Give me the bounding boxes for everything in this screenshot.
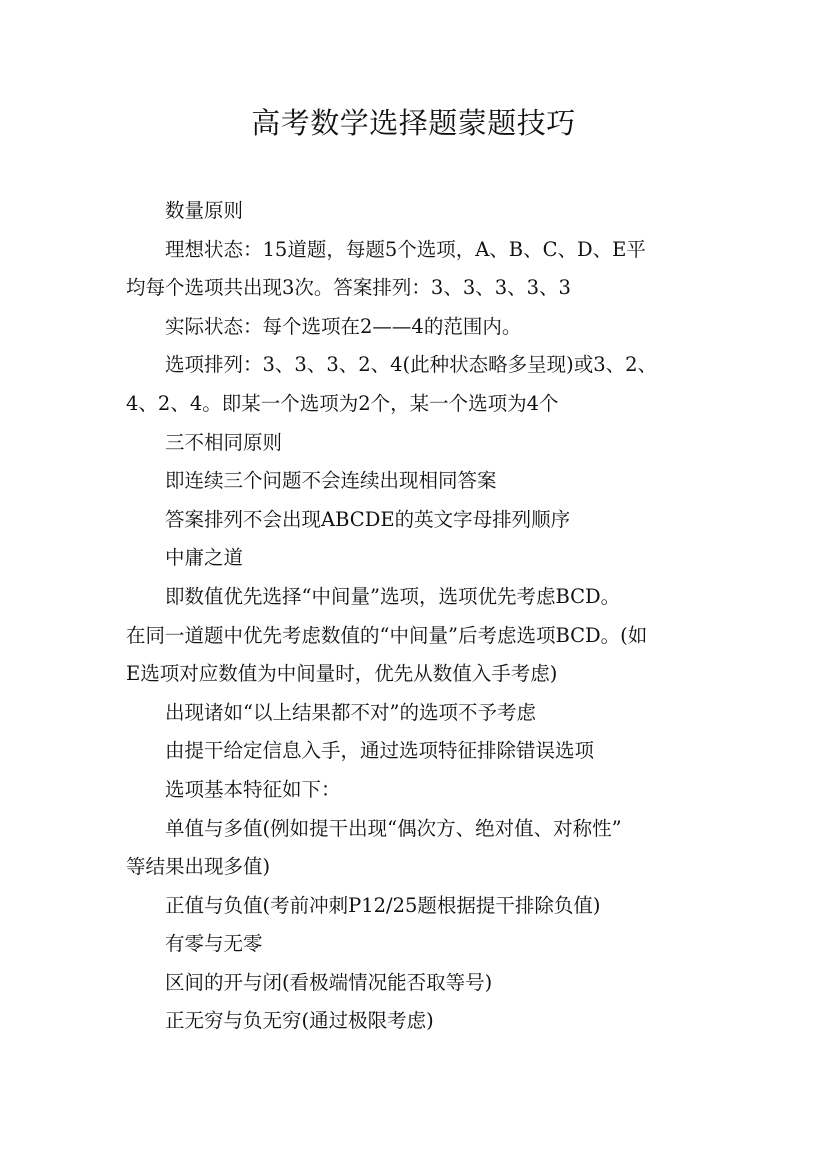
paragraph-line: 实际状态：每个选项在2——4的范围内。 xyxy=(165,314,522,338)
paragraph-open-closed-interval xyxy=(126,964,716,1003)
paragraph-ignore-none-correct xyxy=(126,694,716,733)
paragraph-basic-features xyxy=(126,771,716,810)
paragraph-zero-nonzero xyxy=(126,925,716,964)
paragraph-line: 数量原则 xyxy=(165,199,244,222)
paragraph-quantity-principle xyxy=(126,192,716,231)
paragraph-line: 三不相同原则 xyxy=(165,430,283,454)
document-title: 高考数学选择题蒙题技巧 xyxy=(251,106,576,140)
paragraph-line: 选项基本特征如下： xyxy=(165,777,341,801)
paragraph-option-arrangement xyxy=(126,346,716,423)
paragraph-ideal-state xyxy=(126,231,716,308)
paragraph-line: 单值与多值(例如提干出现“偶次方、绝对值、对称性” xyxy=(165,816,622,840)
paragraph-line: 即连续三个问题不会连续出现相同答案 xyxy=(165,469,497,493)
paragraph-line: 选项排列：3、3、3、2、4(此种状态略多呈现)或3、2、 xyxy=(165,353,658,377)
paragraph-line: 答案排列不会出现ABCDE的英文字母排列顺序 xyxy=(165,507,571,531)
paragraph-line: 正值与负值(考前冲刺P12/25题根据提干排除负值) xyxy=(165,893,601,917)
paragraph-line: E选项对应数值为中间量时，优先从数值入手考虑) xyxy=(126,662,558,686)
paragraph-line: 在同一道题中优先考虑数值的“中间量”后考虑选项BCD。(如 xyxy=(126,623,648,647)
paragraph-line: 等结果出现多值) xyxy=(126,855,271,879)
paragraph-line: 有零与无零 xyxy=(165,932,263,956)
paragraph-single-multi-value xyxy=(126,810,716,887)
paragraph-golden-mean xyxy=(126,539,716,578)
paragraph-line: 4、2、4。即某一个选项为2个，某一个选项为4个 xyxy=(126,391,559,415)
paragraph-line: 由提干给定信息入手，通过选项特征排除错误选项 xyxy=(165,739,595,763)
paragraph-infinity xyxy=(126,1002,716,1041)
paragraph-line: 即数值优先选择“中间量”选项，选项优先考虑BCD。 xyxy=(165,584,621,608)
paragraph-no-abcde-order xyxy=(126,501,716,540)
paragraph-three-different-principle xyxy=(126,424,716,463)
paragraph-line: 出现诸如“以上结果都不对”的选项不予考虑 xyxy=(165,700,536,724)
paragraph-positive-negative xyxy=(126,887,716,926)
paragraph-line: 均每个选项共出现3次。答案排列：3、3、3、3、3 xyxy=(126,276,571,300)
paragraph-line: 正无穷与负无穷(通过极限考虑) xyxy=(165,1009,434,1033)
paragraph-line: 中庸之道 xyxy=(165,546,244,570)
paragraph-middle-value xyxy=(126,578,716,694)
paragraph-line: 区间的开与闭(看极端情况能否取等号) xyxy=(165,970,493,994)
paragraph-actual-state xyxy=(126,308,716,347)
document-body xyxy=(126,192,716,1041)
paragraph-no-three-repeats xyxy=(126,462,716,501)
paragraph-line: 理想状态：15道题，每题5个选项，A、B、C、D、E平 xyxy=(165,237,646,261)
paragraph-eliminate-by-features xyxy=(126,732,716,771)
